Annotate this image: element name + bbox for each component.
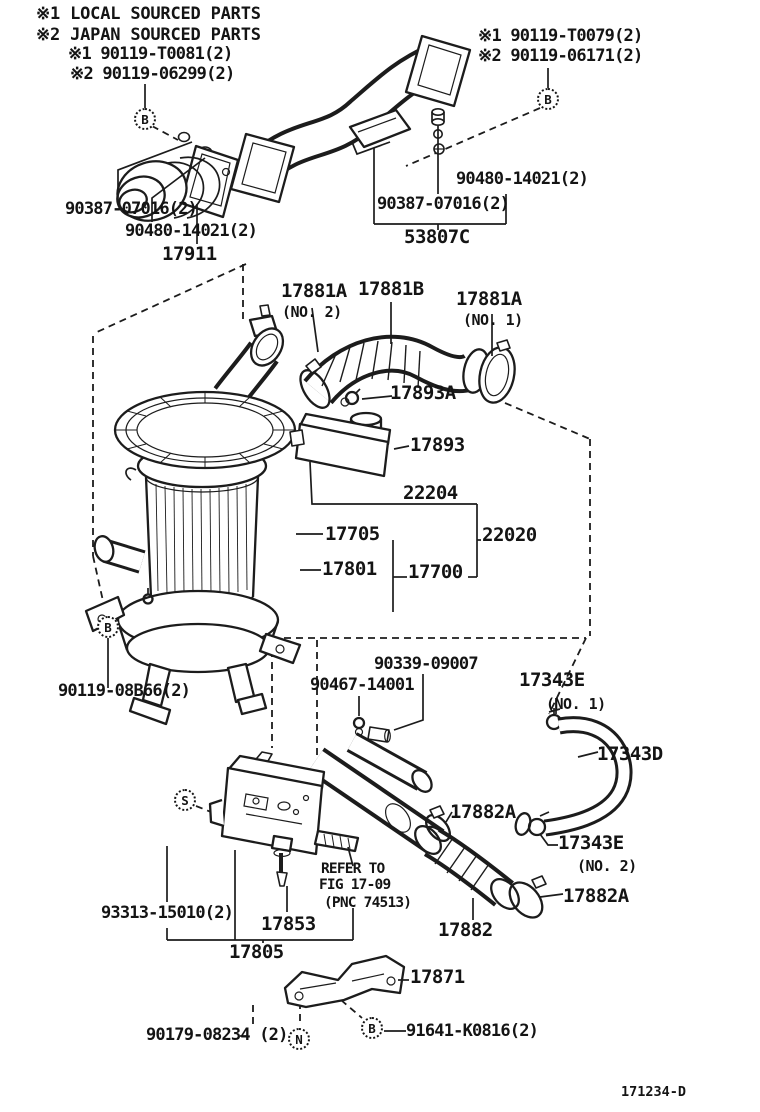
part-17893: 17893 xyxy=(410,434,465,456)
callout-b-top-left: B xyxy=(134,108,156,130)
part-22204: 22204 xyxy=(403,482,458,504)
part-90119-T0081: ※1 90119-T0081(2) xyxy=(68,44,233,64)
part-17882: 17882 xyxy=(438,919,493,941)
part-90119-08B66: 90119-08B66(2) xyxy=(58,681,191,701)
resonator-17893 xyxy=(290,413,390,476)
part-90119-06299: ※2 90119-06299(2) xyxy=(70,64,235,84)
part-91641-K0816: 91641-K0816(2) xyxy=(406,1021,539,1041)
note-local-sourced: ※1 LOCAL SOURCED PARTS xyxy=(36,4,261,24)
part-17801: 17801 xyxy=(322,558,377,580)
part-53807C: 53807C xyxy=(404,226,470,248)
part-17881B: 17881B xyxy=(358,278,424,300)
part-90179-08234: 90179-08234 (2) xyxy=(146,1025,288,1045)
part-17343E-no2: 17343E xyxy=(558,832,624,854)
part-17700: 17700 xyxy=(408,561,463,583)
part-17805: 17805 xyxy=(229,941,284,963)
part-17343E-no1: 17343E xyxy=(519,669,585,691)
callout-n-bracket: N xyxy=(288,1028,310,1050)
refer-note-line3: (PNC 74513) xyxy=(324,895,412,911)
part-17881A-no2: 17881A xyxy=(281,280,347,302)
part-17893A: 17893A xyxy=(390,382,456,404)
part-17911: 17911 xyxy=(162,243,217,265)
part-17882A-top: 17882A xyxy=(450,801,516,823)
note-japan-sourced: ※2 JAPAN SOURCED PARTS xyxy=(36,25,261,45)
part-17881A-no2-sub: (NO. 2) xyxy=(282,303,342,321)
part-17343E-no1-sub: (NO. 1) xyxy=(546,695,606,713)
part-17871: 17871 xyxy=(410,966,465,988)
callout-b-housing: B xyxy=(97,616,119,638)
part-90467-14001: 90467-14001 xyxy=(310,675,414,695)
part-17343E-no2-sub: (NO. 2) xyxy=(577,857,637,875)
part-22020: 22020 xyxy=(482,524,537,546)
support-bracket xyxy=(285,956,404,1007)
refer-note-line1: REFER TO xyxy=(321,861,385,877)
part-90119-06171: ※2 90119-06171(2) xyxy=(478,46,643,66)
part-90119-T0079: ※1 90119-T0079(2) xyxy=(478,26,643,46)
part-90480-14021-right: 90480-14021(2) xyxy=(456,169,589,189)
part-17343D: 17343D xyxy=(597,743,663,765)
part-93313-15010: 93313-15010(2) xyxy=(101,903,234,923)
part-90480-14021-left: 90480-14021(2) xyxy=(125,221,258,241)
part-17705: 17705 xyxy=(325,523,380,545)
refer-note-line2: FIG 17-09 xyxy=(319,877,391,893)
callout-b-top-right: B xyxy=(537,88,559,110)
part-90387-07016-right: 90387-07016(2) xyxy=(377,194,510,214)
callout-s-resonator: S xyxy=(174,789,196,811)
diagram-code: 171234-D xyxy=(621,1084,687,1100)
callout-b-bracket: B xyxy=(361,1017,383,1039)
part-17882A-bottom: 17882A xyxy=(563,885,629,907)
part-17881A-no1-sub: (NO. 1) xyxy=(463,311,523,329)
part-17881A-no1: 17881A xyxy=(456,288,522,310)
part-90339-09007: 90339-09007 xyxy=(374,654,478,674)
part-17853: 17853 xyxy=(261,913,316,935)
air-cleaner-assembly xyxy=(86,305,300,724)
part-90387-07016-left: 90387-07016(2) xyxy=(65,199,198,219)
vacuum-hose xyxy=(513,708,624,836)
